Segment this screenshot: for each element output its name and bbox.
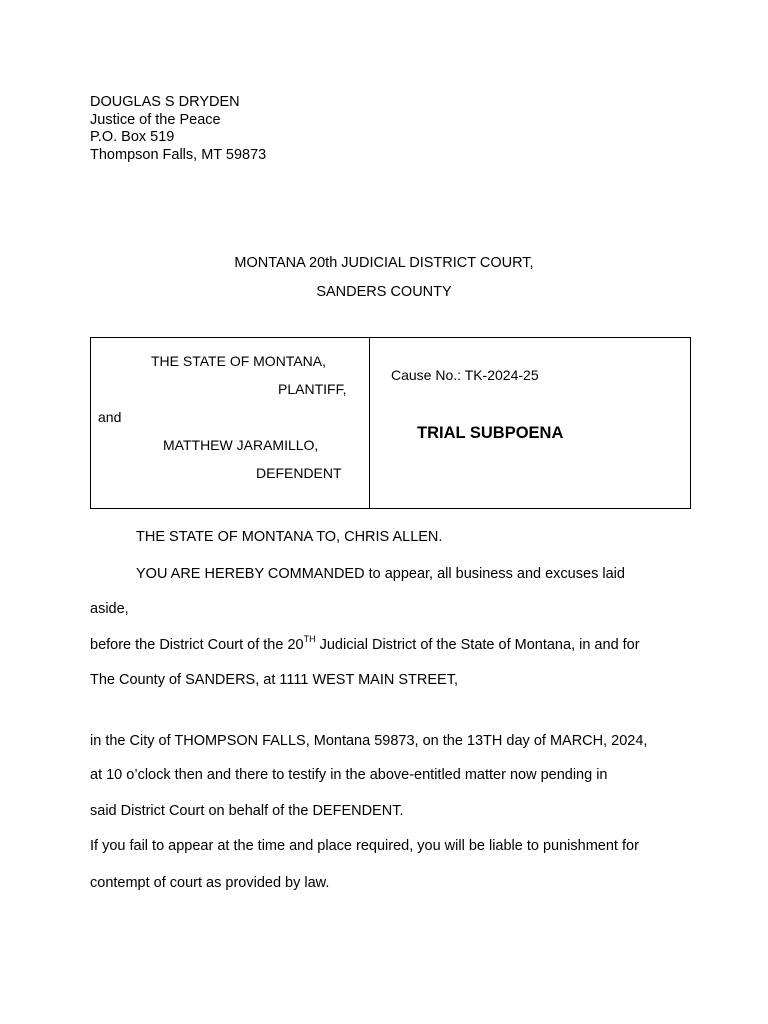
judge-title: Justice of the Peace [90,112,221,128]
court-heading-line1: MONTANA 20th JUDICIAL DISTRICT COURT, [234,255,534,271]
warning-line-2: contempt of court as provided by law. [90,875,330,891]
defendant-role: DEFENDENT [256,465,342,481]
command-line-1: YOU ARE HEREBY COMMANDED to appear, all business and excuses laid [136,566,625,582]
plaintiff-name: THE STATE OF MONTANA, [151,353,326,369]
judge-name: DOUGLAS S DRYDEN [90,94,240,110]
command-line-2: aside, [90,601,129,617]
court-location-line [90,634,640,653]
court-line-superscript: TH [303,634,316,644]
cause-number: Cause No.: TK-2024-25 [391,367,539,383]
court-line-prefix: before the District Court of the 20 [90,637,304,653]
document-title: TRIAL SUBPOENA [417,424,564,442]
court-heading-line2: SANDERS COUNTY [316,284,452,300]
case-caption-box [90,337,691,509]
county-address-line: The County of SANDERS, at 1111 WEST MAIN STREET, [90,672,458,688]
subpoena-greeting: THE STATE OF MONTANA TO, CHRIS ALLEN. [136,529,443,545]
judge-city-state-zip: Thompson Falls, MT 59873 [90,147,267,163]
plaintiff-role: PLANTIFF, [278,381,347,397]
court-line-suffix: Judicial District of the State of Montana, in and for [315,637,640,653]
city-date-line: in the City of THOMPSON FALLS, Montana 59873, on the 13TH day of MARCH, 2024, [90,733,648,749]
caption-divider [369,338,370,508]
defendant-name: MATTHEW JARAMILLO, [163,437,319,453]
time-testify-line: at 10 o’clock then and there to testify in the above-entitled matter now pending in [90,767,608,783]
judge-po-box: P.O. Box 519 [90,129,175,145]
warning-line-1: If you fail to appear at the time and place required, you will be liable to punishment for [90,838,639,854]
caption-conjunction: and [98,409,122,425]
behalf-line: said District Court on behalf of the DEFENDENT. [90,803,404,819]
